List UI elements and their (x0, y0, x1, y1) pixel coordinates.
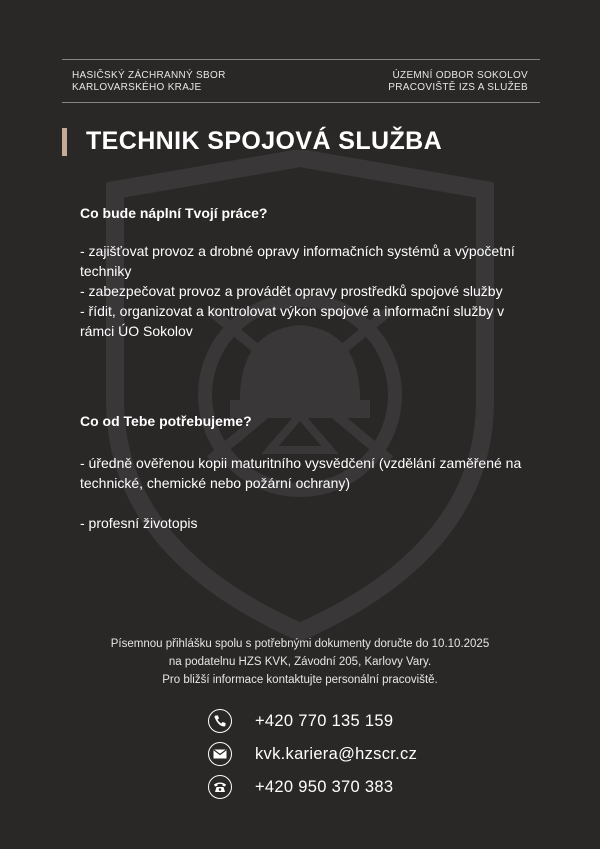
list-item: - zajišťovat provoz a drobné opravy informačních systémů a výpočetní techniky (80, 243, 515, 279)
instructions-line3: Pro bližší informace kontaktujte personální pracoviště. (162, 674, 438, 686)
header-divider-top (62, 59, 540, 60)
list-item: - řídit, organizovat a kontrolovat výkon spojové a informační služby v rámci ÚO Sokolov (80, 303, 505, 339)
header-divider-bottom (62, 102, 540, 103)
header-dept-line2: PRACOVIŠTĚ IZS A SLUŽEB (388, 82, 528, 93)
contact-email[interactable] (208, 740, 417, 768)
list-item: - zabezpečovat provoz a provádět opravy prostředků spojové služby (80, 283, 503, 299)
mobile-phone-icon (208, 709, 232, 733)
instructions-line1: Písemnou přihlášku spolu s potřebnými dokumenty doručte do 10.10.2025 (110, 638, 490, 650)
requirements-list (80, 453, 540, 533)
mobile-number[interactable]: +420 770 135 159 (255, 711, 394, 730)
envelope-icon (208, 742, 232, 766)
list-item: - úředně ověřenou kopii maturitního vysvědčení (vzdělání zaměřené na technické, chemické nebo požární ochrany) (80, 455, 522, 491)
contact-landline[interactable] (208, 773, 393, 801)
header-department (388, 70, 528, 94)
application-instructions (0, 635, 600, 689)
header-org-line1: HASIČSKÝ ZÁCHRANNÝ SBOR (72, 70, 226, 81)
header-dept-line1: ÚZEMNÍ ODBOR SOKOLOV (392, 70, 528, 81)
header-org-line2: KARLOVARSKÉHO KRAJE (72, 82, 202, 93)
hzs-emblem-icon (100, 150, 500, 640)
page-title: TECHNIK SPOJOVÁ SLUŽBA (86, 127, 443, 155)
requirements-heading: Co od Tebe potřebujeme? (80, 413, 252, 429)
title-accent-bar (62, 128, 67, 156)
duties-heading: Co bude náplní Tvojí práce? (80, 205, 268, 221)
contact-mobile[interactable] (208, 707, 393, 735)
duties-list (80, 241, 540, 341)
email-address[interactable]: kvk.kariera@hzscr.cz (255, 744, 418, 763)
list-item: - profesní životopis (80, 515, 198, 531)
header-organization (72, 70, 226, 94)
instructions-line2: na podatelnu HZS KVK, Závodní 205, Karlovy Vary. (168, 656, 432, 668)
telephone-icon (208, 775, 232, 799)
landline-number[interactable]: +420 950 370 383 (255, 777, 394, 796)
